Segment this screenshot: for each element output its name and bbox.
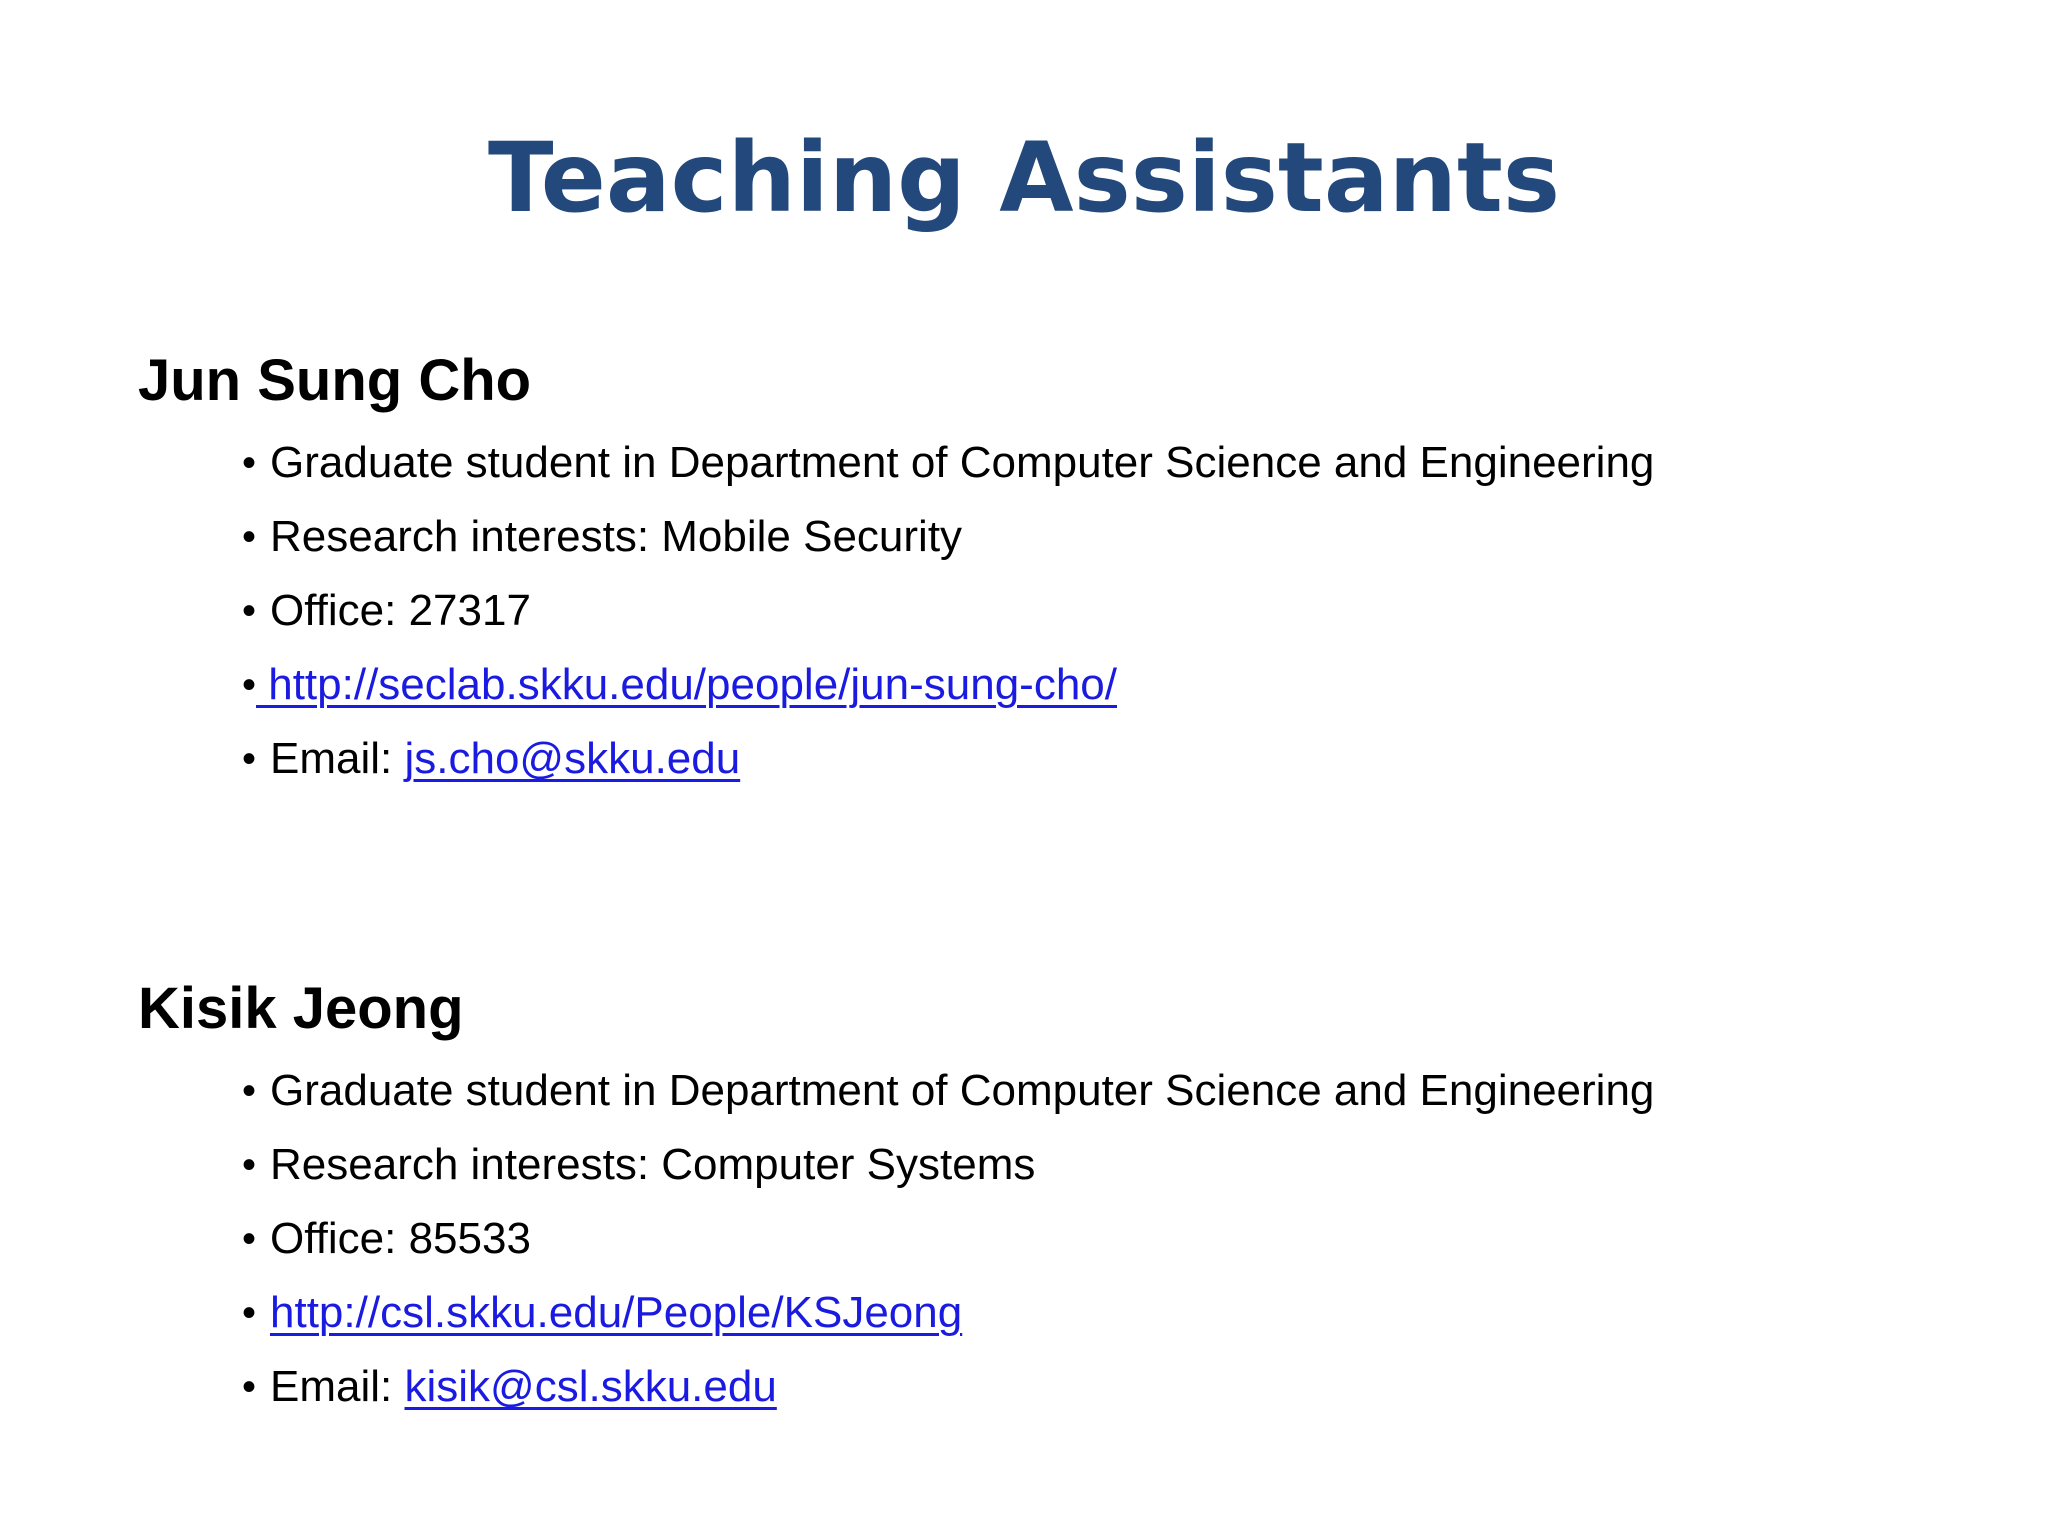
- bullet-icon: •: [242, 737, 257, 781]
- email-link[interactable]: kisik@csl.skku.edu: [404, 1362, 777, 1411]
- ta-details-list: [138, 426, 1998, 796]
- list-item-email: [242, 722, 1998, 796]
- ta-details-list: [138, 1054, 1998, 1424]
- research-text: Research interests: Computer Systems: [270, 1140, 1036, 1189]
- bullet-icon: •: [242, 663, 257, 707]
- bullet-icon: •: [242, 1365, 257, 1409]
- office-text: Office: 85533: [270, 1214, 531, 1263]
- list-item-url: [242, 1276, 1998, 1350]
- list-item-office: [242, 574, 1998, 648]
- email-label: Email:: [270, 734, 405, 783]
- email-label: Email:: [270, 1362, 405, 1411]
- ta-section-jun-sung-cho: [138, 340, 1998, 796]
- bullet-icon: •: [242, 1217, 257, 1261]
- email-link[interactable]: js.cho@skku.edu: [404, 734, 741, 783]
- list-item-email: [242, 1350, 1998, 1424]
- department-text: Graduate student in Department of Computer Science and Engineering: [270, 1066, 1655, 1115]
- list-item-department: [242, 426, 1998, 500]
- department-text: Graduate student in Department of Computer Science and Engineering: [270, 438, 1655, 487]
- bullet-icon: •: [242, 1143, 257, 1187]
- bullet-icon: •: [242, 441, 257, 485]
- homepage-link[interactable]: http://seclab.skku.edu/people/jun-sung-cho/: [256, 660, 1117, 709]
- bullet-icon: •: [242, 1291, 257, 1335]
- list-item-office: [242, 1202, 1998, 1276]
- list-item-research: [242, 500, 1998, 574]
- list-item-research: [242, 1128, 1998, 1202]
- research-text: Research interests: Mobile Security: [270, 512, 963, 561]
- ta-section-kisik-jeong: [138, 968, 1998, 1424]
- list-item-department: [242, 1054, 1998, 1128]
- homepage-link[interactable]: http://csl.skku.edu/People/KSJeong: [270, 1288, 963, 1337]
- bullet-icon: •: [242, 589, 257, 633]
- ta-name: Jun Sung Cho: [138, 348, 532, 413]
- page-title: Teaching Assistants: [488, 122, 1560, 234]
- office-text: Office: 27317: [270, 586, 531, 635]
- list-item-url: [242, 648, 1998, 722]
- bullet-icon: •: [242, 515, 257, 559]
- bullet-icon: •: [242, 1069, 257, 1113]
- ta-name: Kisik Jeong: [138, 976, 464, 1041]
